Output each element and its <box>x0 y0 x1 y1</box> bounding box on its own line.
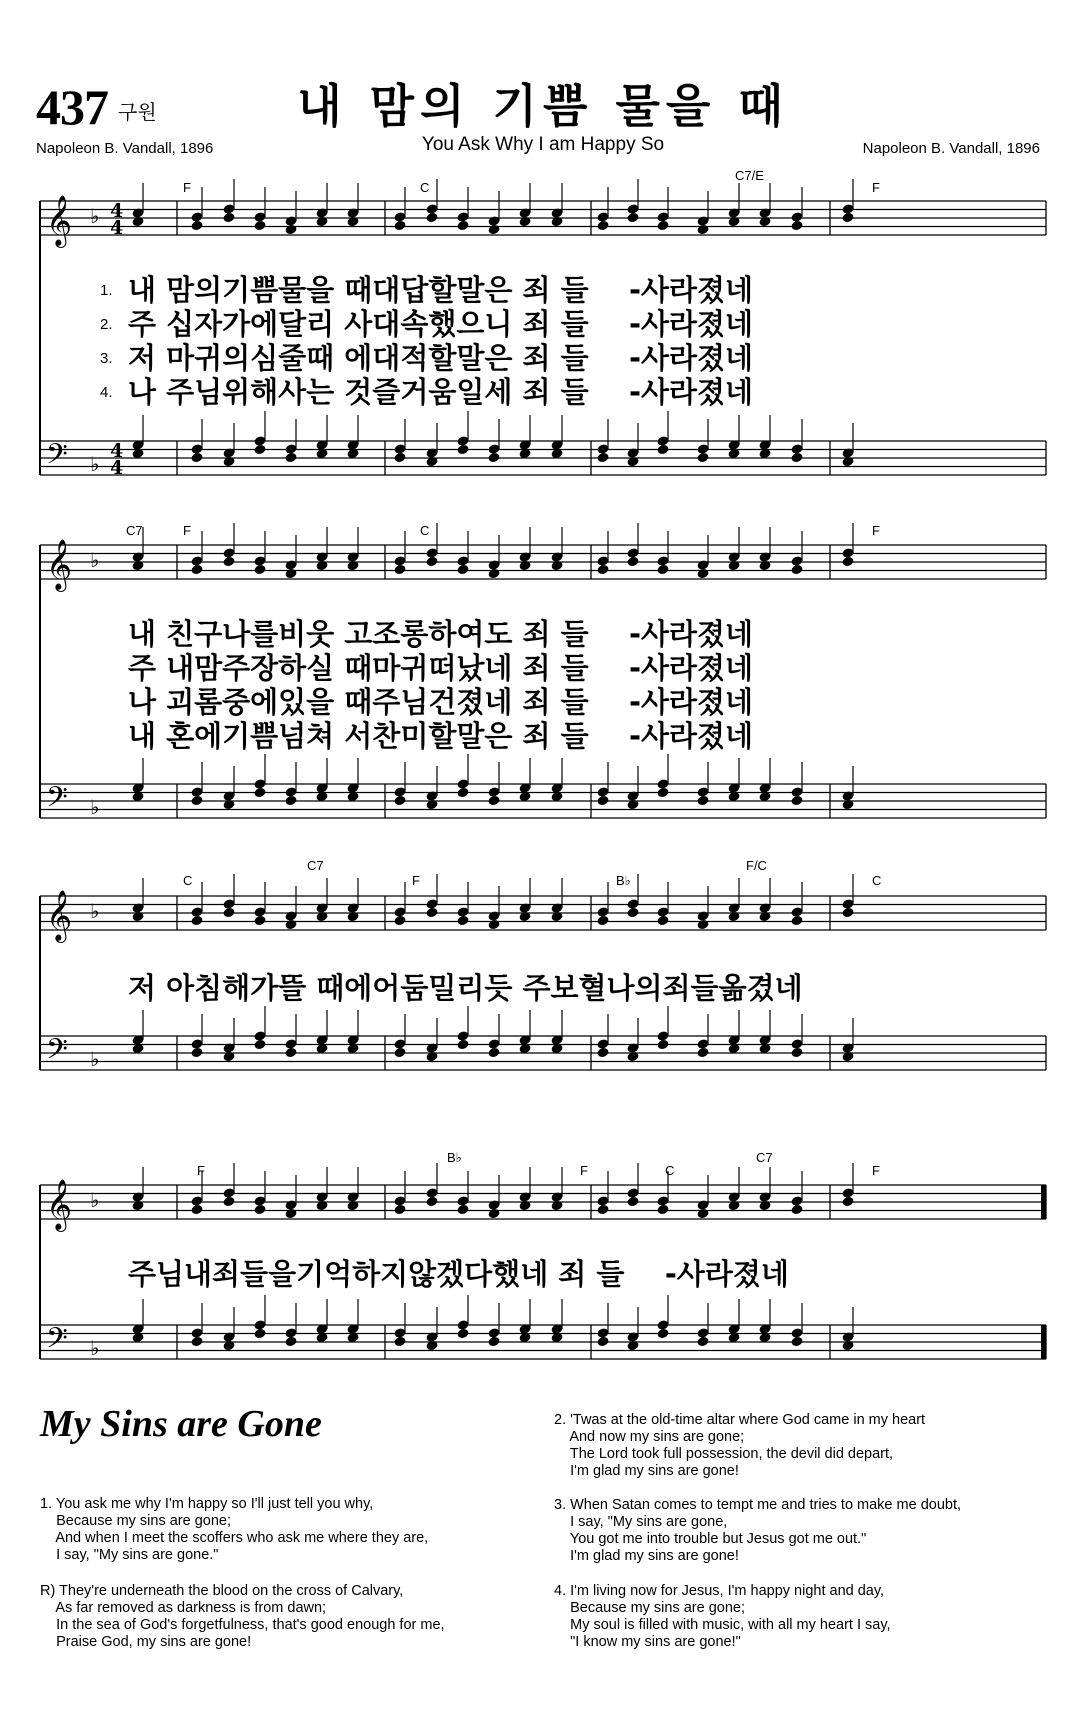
note-head <box>253 564 266 576</box>
chord-symbol: F <box>183 180 191 195</box>
note-head <box>253 1204 266 1216</box>
note-head <box>790 795 803 807</box>
flat-sign: ♭ <box>90 795 100 819</box>
lyric-line: 나 괴롬중에있을 때주님건졌네 죄 들 -사라졌네 <box>128 685 754 719</box>
note-head <box>790 220 803 232</box>
note-head <box>487 1208 500 1220</box>
note-head <box>487 452 500 464</box>
note-head <box>253 444 266 456</box>
note-head <box>696 1208 709 1220</box>
hymn-subtitle: You Ask Why I am Happy So <box>421 134 665 155</box>
note-head <box>393 915 406 927</box>
note-head <box>487 1336 500 1348</box>
hymn-title: 내 맘의 기쁨 물을 때 <box>297 79 789 133</box>
note-head <box>696 224 709 236</box>
time-signature: 4 <box>110 457 124 479</box>
note-head <box>456 1039 469 1051</box>
note-head <box>425 907 438 919</box>
note-head <box>656 1204 669 1216</box>
note-head <box>790 1336 803 1348</box>
note-head <box>456 444 469 456</box>
lyric-line: 저 마귀의심줄때 에대적할말은 죄 들 -사라졌네 <box>128 341 754 375</box>
note-head <box>284 568 297 580</box>
bass-clef: 𝄢 <box>46 781 68 821</box>
note-head <box>626 212 639 224</box>
note-head <box>284 224 297 236</box>
flat-sign: ♭ <box>90 452 100 476</box>
author-left: Napoleon B. Vandall, 1896 <box>36 140 214 157</box>
note-head <box>656 1328 669 1340</box>
note-head <box>596 795 609 807</box>
chord-symbol: F <box>412 873 420 888</box>
english-verse-2: 2. 'Twas at the old-time altar where God came in my heart And now my sins are gone; The Lord took full possession, the devil did depart, I'm glad my sins are gone! <box>554 1412 926 1479</box>
lyric-line: 주님내죄들을기억하지않겠다했네 죄 들 -사라졌네 <box>128 1257 789 1291</box>
note-head <box>596 220 609 232</box>
note-head <box>456 1204 469 1216</box>
note-head <box>487 224 500 236</box>
note-head <box>596 452 609 464</box>
note-head <box>790 1047 803 1059</box>
note-head <box>190 915 203 927</box>
note-head <box>393 1047 406 1059</box>
verse-number: 4. <box>100 384 113 401</box>
note-head <box>393 564 406 576</box>
chord-symbol: B♭ <box>616 873 631 888</box>
chord-symbol: F <box>872 1163 880 1178</box>
note-head <box>626 1196 639 1208</box>
hymn-category: 구원 <box>118 100 157 124</box>
note-head <box>487 1047 500 1059</box>
note-head <box>696 568 709 580</box>
note-head <box>596 564 609 576</box>
note-head <box>696 452 709 464</box>
note-head <box>222 212 235 224</box>
note-head <box>841 1196 854 1208</box>
note-head <box>790 452 803 464</box>
lyric-line: 내 친구나를비웃 고조롱하여도 죄 들 -사라졌네 <box>128 617 754 651</box>
note-head <box>596 1047 609 1059</box>
note-head <box>253 1039 266 1051</box>
note-head <box>841 556 854 568</box>
hymn-number: 437 <box>36 79 108 135</box>
note-head <box>656 564 669 576</box>
chord-symbol: C7 <box>126 523 143 538</box>
bass-clef: 𝄢 <box>46 1322 68 1362</box>
chord-symbol: C <box>420 180 430 195</box>
verse-number: 1. <box>100 282 113 299</box>
note-head <box>284 1336 297 1348</box>
note-head <box>790 915 803 927</box>
note-head <box>393 452 406 464</box>
lyric-line: 내 맘의기쁨물을 때대답할말은 죄 들 -사라졌네 <box>128 273 754 307</box>
chord-symbol: F <box>183 523 191 538</box>
note-head <box>656 915 669 927</box>
note-head <box>253 915 266 927</box>
note-head <box>190 452 203 464</box>
note-head <box>656 220 669 232</box>
bass-clef: 𝄢 <box>46 1033 68 1073</box>
note-head <box>790 564 803 576</box>
note-head <box>284 1047 297 1059</box>
english-title: My Sins are Gone <box>40 1403 322 1445</box>
note-head <box>190 1336 203 1348</box>
english-refrain: R) They're underneath the blood on the cross of Calvary, As far removed as darkness is from dawn; In the sea of God's forgetfulness, that's good enough for me, Praise God, my sins are gone! <box>40 1583 445 1650</box>
flat-sign: ♭ <box>90 548 100 572</box>
final-barline <box>1041 1325 1046 1359</box>
lyric-line: 주 내맘주장하실 때마귀떠났네 죄 들 -사라졌네 <box>128 651 754 685</box>
note-head <box>487 795 500 807</box>
flat-sign: ♭ <box>90 1188 100 1212</box>
note-head <box>190 220 203 232</box>
note-head <box>222 556 235 568</box>
note-head <box>626 556 639 568</box>
chord-symbol: C7/E <box>735 168 764 183</box>
chord-symbol: C7 <box>756 1150 773 1165</box>
chord-symbol: B♭ <box>447 1150 462 1165</box>
final-barline <box>1041 1185 1046 1219</box>
chord-symbol: C <box>420 523 430 538</box>
note-head <box>841 212 854 224</box>
note-head <box>393 795 406 807</box>
note-head <box>393 1336 406 1348</box>
flat-sign: ♭ <box>90 204 100 228</box>
author-right: Napoleon B. Vandall, 1896 <box>862 140 1040 157</box>
note-head <box>284 452 297 464</box>
chord-symbol: C <box>183 873 193 888</box>
note-head <box>596 1336 609 1348</box>
note-head <box>425 1196 438 1208</box>
note-head <box>284 1208 297 1220</box>
english-verse-4: 4. I'm living now for Jesus, I'm happy night and day, Because my sins are gone; My soul is filled with music, with all my heart I say, "I know my sins are gone!" <box>554 1583 891 1650</box>
note-head <box>425 556 438 568</box>
treble-clef: 𝄞 <box>46 195 73 246</box>
bass-clef: 𝄢 <box>46 438 68 478</box>
lyric-line: 저 아침해가뜰 때에어둠밀리듯 주보혈나의죄들옮겼네 <box>128 971 803 1005</box>
note-head <box>253 1328 266 1340</box>
chord-symbol: F <box>580 1163 588 1178</box>
note-head <box>456 564 469 576</box>
note-head <box>696 919 709 931</box>
flat-sign: ♭ <box>90 1336 100 1360</box>
lyric-line: 나 주님위해사는 것즐거움일세 죄 들 -사라졌네 <box>128 375 754 409</box>
note-head <box>284 919 297 931</box>
treble-clef: 𝄞 <box>46 1179 73 1230</box>
note-head <box>190 795 203 807</box>
note-head <box>190 1047 203 1059</box>
note-head <box>190 1204 203 1216</box>
verse-number: 2. <box>100 316 113 333</box>
note-head <box>222 907 235 919</box>
note-head <box>393 220 406 232</box>
note-head <box>696 1047 709 1059</box>
english-verse-1: 1. You ask me why I'm happy so I'll just tell you why, Because my sins are gone; And when I meet the scoffers who ask me where they are, I say, "My sins are gone." <box>40 1496 429 1563</box>
chord-symbol: C7 <box>307 858 324 873</box>
note-head <box>253 787 266 799</box>
verse-number: 3. <box>100 350 113 367</box>
time-signature: 4 <box>110 217 124 239</box>
lyric-line: 주 십자가에달리 사대속했으니 죄 들 -사라졌네 <box>128 307 754 341</box>
note-head <box>253 220 266 232</box>
note-head <box>222 1196 235 1208</box>
flat-sign: ♭ <box>90 899 100 923</box>
note-head <box>696 795 709 807</box>
note-head <box>656 1039 669 1051</box>
note-head <box>393 1204 406 1216</box>
time-signature: 4 <box>110 200 124 222</box>
note-head <box>456 220 469 232</box>
note-head <box>596 1204 609 1216</box>
note-head <box>284 795 297 807</box>
treble-clef: 𝄞 <box>46 539 73 590</box>
note-head <box>656 787 669 799</box>
treble-clef: 𝄞 <box>46 890 73 941</box>
note-head <box>456 787 469 799</box>
note-head <box>841 907 854 919</box>
chord-symbol: F/C <box>746 858 767 873</box>
note-head <box>656 444 669 456</box>
chord-symbol: C <box>665 1163 675 1178</box>
note-head <box>456 1328 469 1340</box>
english-verse-3: 3. When Satan comes to tempt me and tries to make me doubt, I say, "My sins are gone, You got me into trouble but Jesus got me out." I'm glad my sins are gone! <box>554 1497 962 1564</box>
note-head <box>487 568 500 580</box>
chord-symbol: C <box>872 873 882 888</box>
note-head <box>626 907 639 919</box>
note-head <box>696 1336 709 1348</box>
chord-symbol: F <box>872 523 880 538</box>
chord-symbol: F <box>197 1163 205 1178</box>
note-head <box>487 919 500 931</box>
lyric-line: 내 혼에기쁨넘쳐 서찬미할말은 죄 들 -사라졌네 <box>128 719 754 753</box>
chord-symbol: F <box>872 180 880 195</box>
note-head <box>790 1204 803 1216</box>
note-head <box>425 212 438 224</box>
note-head <box>456 915 469 927</box>
note-head <box>190 564 203 576</box>
flat-sign: ♭ <box>90 1047 100 1071</box>
note-head <box>596 915 609 927</box>
time-signature: 4 <box>110 440 124 462</box>
